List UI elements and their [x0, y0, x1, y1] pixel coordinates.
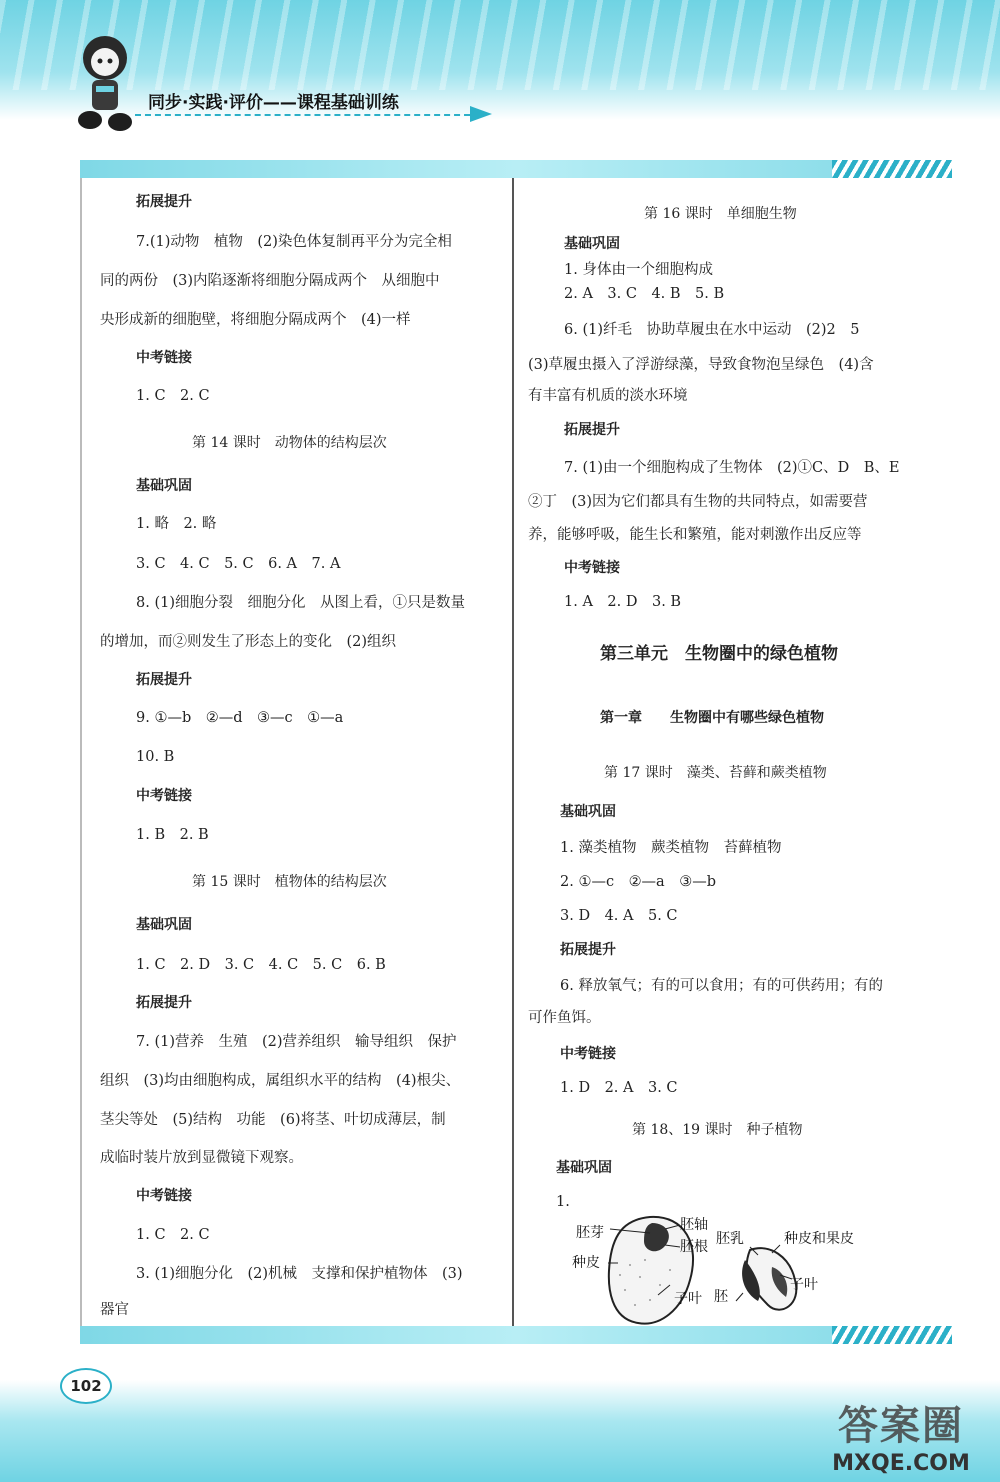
watermark-bottom: MXQE.COM [832, 1451, 970, 1476]
section-heading: 拓展提升 [136, 194, 192, 210]
label-corn-cotyledon: 子叶 [790, 1277, 818, 1293]
bean-seed-icon [572, 1217, 708, 1324]
section-heading: 基础巩固 [136, 917, 192, 933]
label-plumule: 胚芽 [576, 1225, 604, 1241]
section-heading: 基础巩固 [136, 478, 192, 494]
section-heading: 拓展提升 [136, 995, 192, 1011]
label-radicle: 胚根 [680, 1239, 708, 1255]
answer-line: 1. C 2. C [136, 388, 210, 404]
series-title: 同步·实践·评价——课程基础训练 [148, 93, 399, 113]
top-strip [80, 160, 952, 178]
section-heading: 中考链接 [564, 560, 620, 576]
answer-line: 7.(1)动物 植物 (2)染色体复制再平分为完全相 [136, 234, 452, 250]
answer-line: 2. A 3. C 4. B 5. B [564, 286, 725, 302]
arrow-icon [470, 106, 492, 122]
lesson-title: 第 18、19 课时 种子植物 [632, 1122, 803, 1138]
answer-line: 3. (1)细胞分化 (2)机械 支撑和保护植物体 (3) [136, 1266, 463, 1282]
answer-line: 1. D 2. A 3. C [560, 1080, 678, 1096]
lesson-title: 第 17 课时 藻类、苔藓和蕨类植物 [604, 765, 827, 781]
answer-line: 1. C 2. C [136, 1227, 210, 1243]
answer-line: 1. 藻类植物 蕨类植物 苔藓植物 [560, 840, 782, 856]
seed-structure-diagram [540, 1205, 880, 1330]
answer-line: 3. C 4. C 5. C 6. A 7. A [136, 556, 341, 572]
chapter-title: 第一章 生物圈中有哪些绿色植物 [600, 710, 824, 726]
label-embryo: 胚 [714, 1289, 728, 1305]
answer-line: 6. (1)纤毛 协助草履虫在水中运动 (2)2 5 [564, 322, 860, 338]
section-heading: 拓展提升 [136, 672, 192, 688]
answer-line: 组织 (3)均由细胞构成，属组织水平的结构 (4)根尖、 [100, 1073, 461, 1089]
answer-line: 同的两份 (3)内陷逐渐将细胞分隔成两个 从细胞中 [100, 273, 440, 289]
answer-line: 可作鱼饵。 [528, 1010, 601, 1026]
answer-line: ②丁 (3)因为它们都具有生物的共同特点，如需要营 [528, 494, 868, 510]
answer-line: 1. A 2. D 3. B [564, 594, 682, 610]
answer-line: 央形成新的细胞壁，将细胞分隔成两个 (4)一样 [100, 312, 411, 328]
section-heading: 基础巩固 [564, 236, 620, 252]
answer-line: 成临时装片放到显微镜下观察。 [100, 1150, 303, 1166]
answer-line: 2. ①—c ②—a ③—b [560, 874, 716, 890]
watermark-top: 答案圈 [838, 1403, 964, 1449]
unit-title: 第三单元 生物圈中的绿色植物 [600, 644, 838, 664]
answer-line: 器官 [100, 1302, 129, 1318]
page-number: 102 [60, 1368, 112, 1404]
answer-line: (3)草履虫摄入了浮游绿藻，导致食物泡呈绿色 (4)含 [528, 357, 874, 373]
answer-line: 1. 身体由一个细胞构成 [564, 262, 713, 278]
corn-seed-icon [714, 1230, 854, 1310]
answer-frame [80, 160, 952, 1340]
answer-line: 有丰富有机质的淡水环境 [528, 388, 688, 404]
section-heading: 拓展提升 [564, 422, 620, 438]
answer-line: 1. 略 2. 略 [136, 516, 217, 532]
section-heading: 中考链接 [136, 788, 192, 804]
label-hypocotyl: 胚轴 [680, 1217, 708, 1233]
watermark-logo [816, 1394, 986, 1474]
answer-line: 1. B 2. B [136, 827, 209, 843]
answer-line: 1. C 2. D 3. C 4. C 5. C 6. B [136, 957, 386, 973]
section-heading: 基础巩固 [560, 804, 616, 820]
answer-line: 养，能够呼吸，能生长和繁殖，能对刺激作出反应等 [528, 527, 862, 543]
lesson-title: 第 15 课时 植物体的结构层次 [192, 874, 387, 890]
mascot-icon [70, 30, 140, 135]
answer-line: 的增加，而②则发生了形态上的变化 (2)组织 [100, 634, 397, 650]
label-endosperm: 胚乳 [716, 1231, 744, 1247]
answer-line: 7. (1)营养 生殖 (2)营养组织 输导组织 保护 [136, 1034, 457, 1050]
label-cotyledon: 子叶 [674, 1291, 702, 1307]
lesson-title: 第 16 课时 单细胞生物 [644, 206, 797, 222]
lesson-title: 第 14 课时 动物体的结构层次 [192, 435, 387, 451]
answer-line: 6. 释放氧气；有的可以食用；有的可供药用；有的 [560, 978, 883, 994]
section-heading: 中考链接 [560, 1046, 616, 1062]
column-divider [512, 178, 514, 1326]
answer-line: 7. (1)由一个细胞构成了生物体 (2)①C、D B、E [564, 460, 900, 476]
section-heading: 中考链接 [136, 350, 192, 366]
answer-line: 3. D 4. A 5. C [560, 908, 678, 924]
section-heading: 拓展提升 [560, 942, 616, 958]
answer-line: 茎尖等处 (5)结构 功能 (6)将茎、叶切成薄层，制 [100, 1112, 446, 1128]
answer-line: 8. (1)细胞分裂 细胞分化 从图上看，①只是数量 [136, 595, 465, 611]
answer-line: 1. [556, 1194, 570, 1210]
section-heading: 中考链接 [136, 1188, 192, 1204]
answer-line: 9. ①—b ②—d ③—c ①—a [136, 710, 344, 726]
label-coat: 种皮和果皮 [784, 1231, 854, 1247]
header-rule [135, 114, 480, 116]
label-seed-coat: 种皮 [572, 1255, 600, 1271]
answer-line: 10. B [136, 749, 175, 765]
section-heading: 基础巩固 [556, 1160, 612, 1176]
